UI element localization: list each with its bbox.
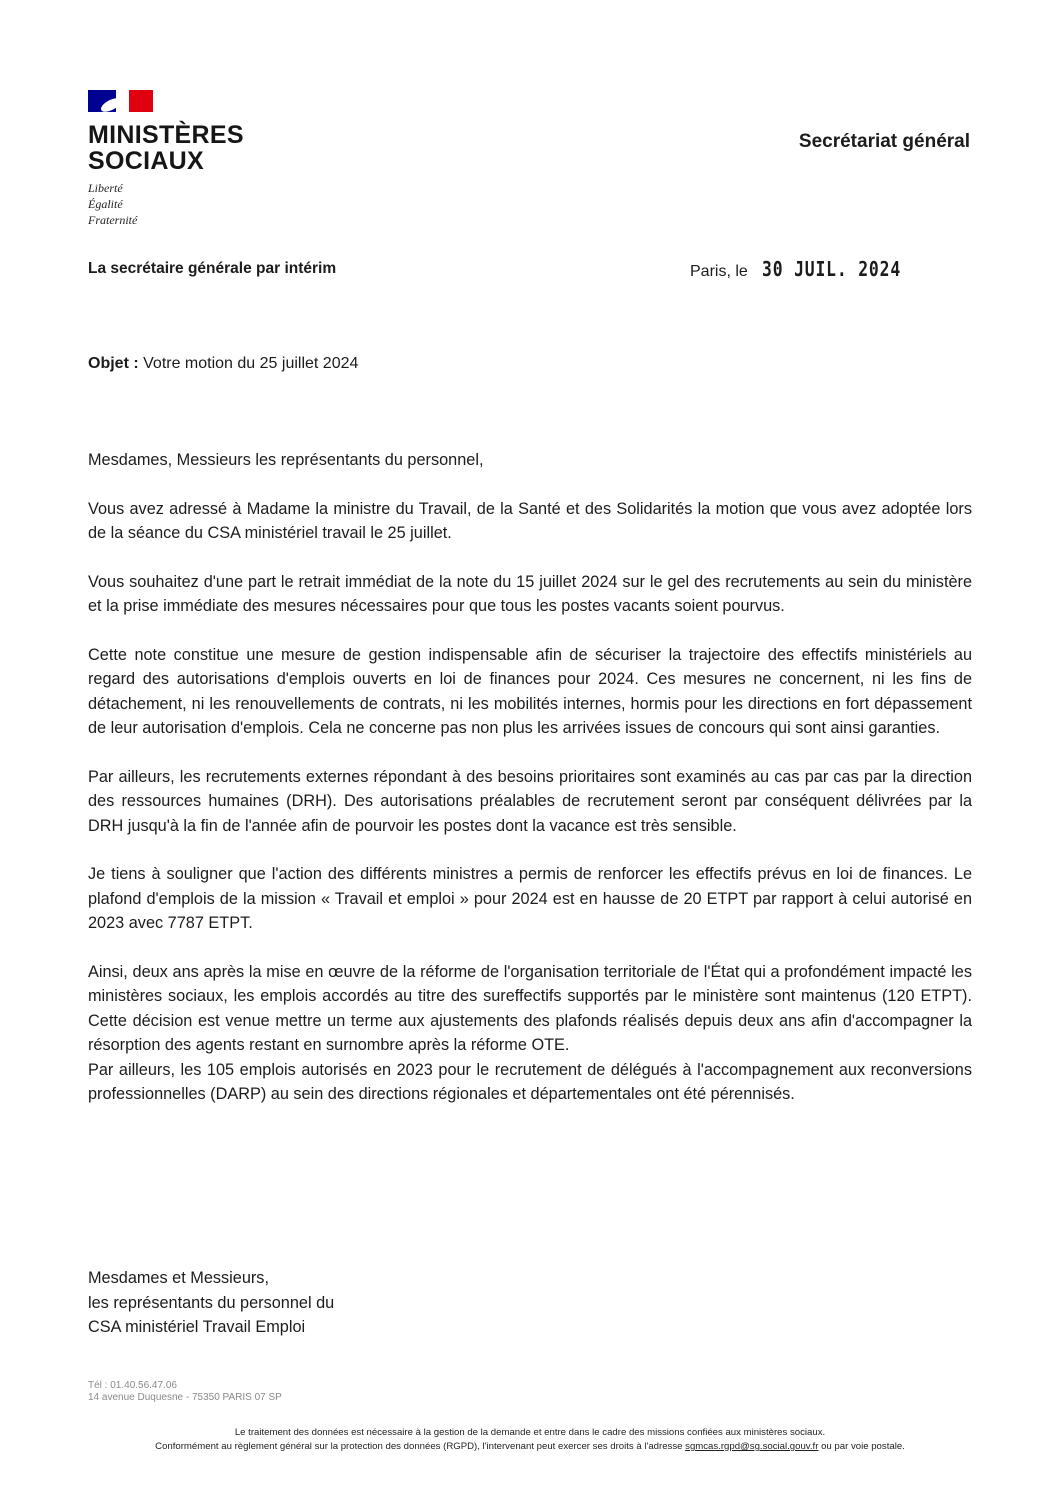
- recipient-line: CSA ministériel Travail Emploi: [88, 1318, 306, 1336]
- paragraph: Vous souhaitez d'une part le retrait immédiat de la note du 15 juillet 2024 sur le gel des recrutements au sein du ministère et la prise immédiate des mesures nécessaires pour que tous les postes vacants soient pourvus.: [88, 572, 972, 615]
- phone-number: Tél : 01.40.56.47.06: [88, 1380, 177, 1391]
- contact-info: [88, 1380, 282, 1404]
- ministry-name-line1: MINISTÈRES: [88, 121, 244, 149]
- recipient-line: les représentants du personnel du: [88, 1293, 335, 1312]
- postal-address: 14 avenue Duquesne - 75350 PARIS 07 SP: [88, 1392, 282, 1403]
- department-title: Secrétariat général: [798, 131, 970, 152]
- paragraph: Cette note constitue une mesure de gestion indispensable afin de sécuriser la trajectoire des effectifs ministériels au regard des autorisations d'emplois ouverts en loi de finances pour 2024. Ces mesures ne concernent, ni les fins de détachement, ni les renouvellements de contrats, ni les mobilités internes, hormis pour les directions en fort dépassement de leur autorisation d'emplois. Cela ne concerne pas non plus les arrivées issues de concours qui sont ainsi garanties.: [88, 645, 972, 737]
- gdpr-text-before: Conformément au règlement général sur la protection des données (RGPD), l'intervenant peut exercer ses droits à l'adresse: [155, 1441, 683, 1452]
- place-label: Paris, le: [690, 263, 748, 280]
- marianne-flag-icon: [88, 90, 153, 112]
- motto-liberte: Liberté: [88, 181, 123, 195]
- dateline: [690, 257, 931, 281]
- republic-motto: [88, 180, 244, 228]
- ministry-logo: [88, 90, 244, 228]
- recipient-block: [88, 1266, 334, 1340]
- recipient-line: Mesdames et Messieurs,: [88, 1269, 269, 1287]
- motto-egalite: Égalité: [88, 197, 123, 211]
- gdpr-notice: [88, 1426, 972, 1454]
- paragraph: Vous avez adressé à Madame la ministre du Travail, de la Santé et des Solidarités la motion que vous avez adoptée lors de la séance du CSA ministériel travail le 25 juillet.: [88, 499, 972, 542]
- subject-text: Votre motion du 25 juillet 2024: [143, 355, 359, 372]
- subject-label: Objet :: [88, 355, 139, 372]
- gdpr-email-link[interactable]: sgmcas.rgpd@sg.social.gouv.fr: [685, 1441, 819, 1452]
- date-stamp: 30 JUIL. 2024: [761, 257, 901, 281]
- salutation: Mesdames, Messieurs les représentants du personnel,: [88, 451, 484, 469]
- motto-fraternite: Fraternité: [88, 213, 138, 227]
- paragraph: Je tiens à souligner que l'action des différents ministres a permis de renforcer les effectifs prévus en loi de finances. Le plafond d'emplois de la mission « Travail et emploi » pour 2024 est en hausse de 20 ETPT par rapport à celui autorisé en 2023 avec 7787 ETPT.: [88, 865, 972, 932]
- subject-line: [88, 355, 358, 373]
- gdpr-line2: [88, 1440, 972, 1454]
- gdpr-text-after: ou par voie postale.: [821, 1441, 905, 1452]
- paragraph: Ainsi, deux ans après la mise en œuvre de la réforme de l'organisation territoriale de l'État qui a profondément impacté les ministères sociaux, les emplois accordés au titre des sureffectifs supportés par le ministère sont maintenus (120 ETPT). Cette décision est venue mettre un terme aux ajustements des plafonds réalisés depuis deux ans afin d'accompagner la résorption des agents restant en surnombre après la réforme OTE.: [88, 962, 972, 1054]
- signatory-title: La secrétaire générale par intérim: [88, 260, 337, 277]
- gdpr-line1: Le traitement des données est nécessaire à la gestion de la demande et entre dans le cadre des missions confiées aux ministères sociaux.: [234, 1427, 826, 1438]
- paragraph: Par ailleurs, les recrutements externes répondant à des besoins prioritaires sont examinés au cas par cas par la direction des ressources humaines (DRH). Des autorisations préalables de recrutement seront par conséquent délivrées par la DRH jusqu'à la fin de l'année afin de pourvoir les postes dont la vacance est très sensible.: [88, 767, 972, 835]
- ministry-name-line2: SOCIAUX: [88, 147, 205, 175]
- ministry-name: [88, 122, 244, 174]
- letter-body: [88, 448, 972, 1131]
- paragraph: Par ailleurs, les 105 emplois autorisés en 2023 pour le recrutement de délégués à l'accompagnement aux reconversions professionnelles (DARP) au sein des directions régionales et départementales ont été pérennisés.: [88, 1060, 972, 1103]
